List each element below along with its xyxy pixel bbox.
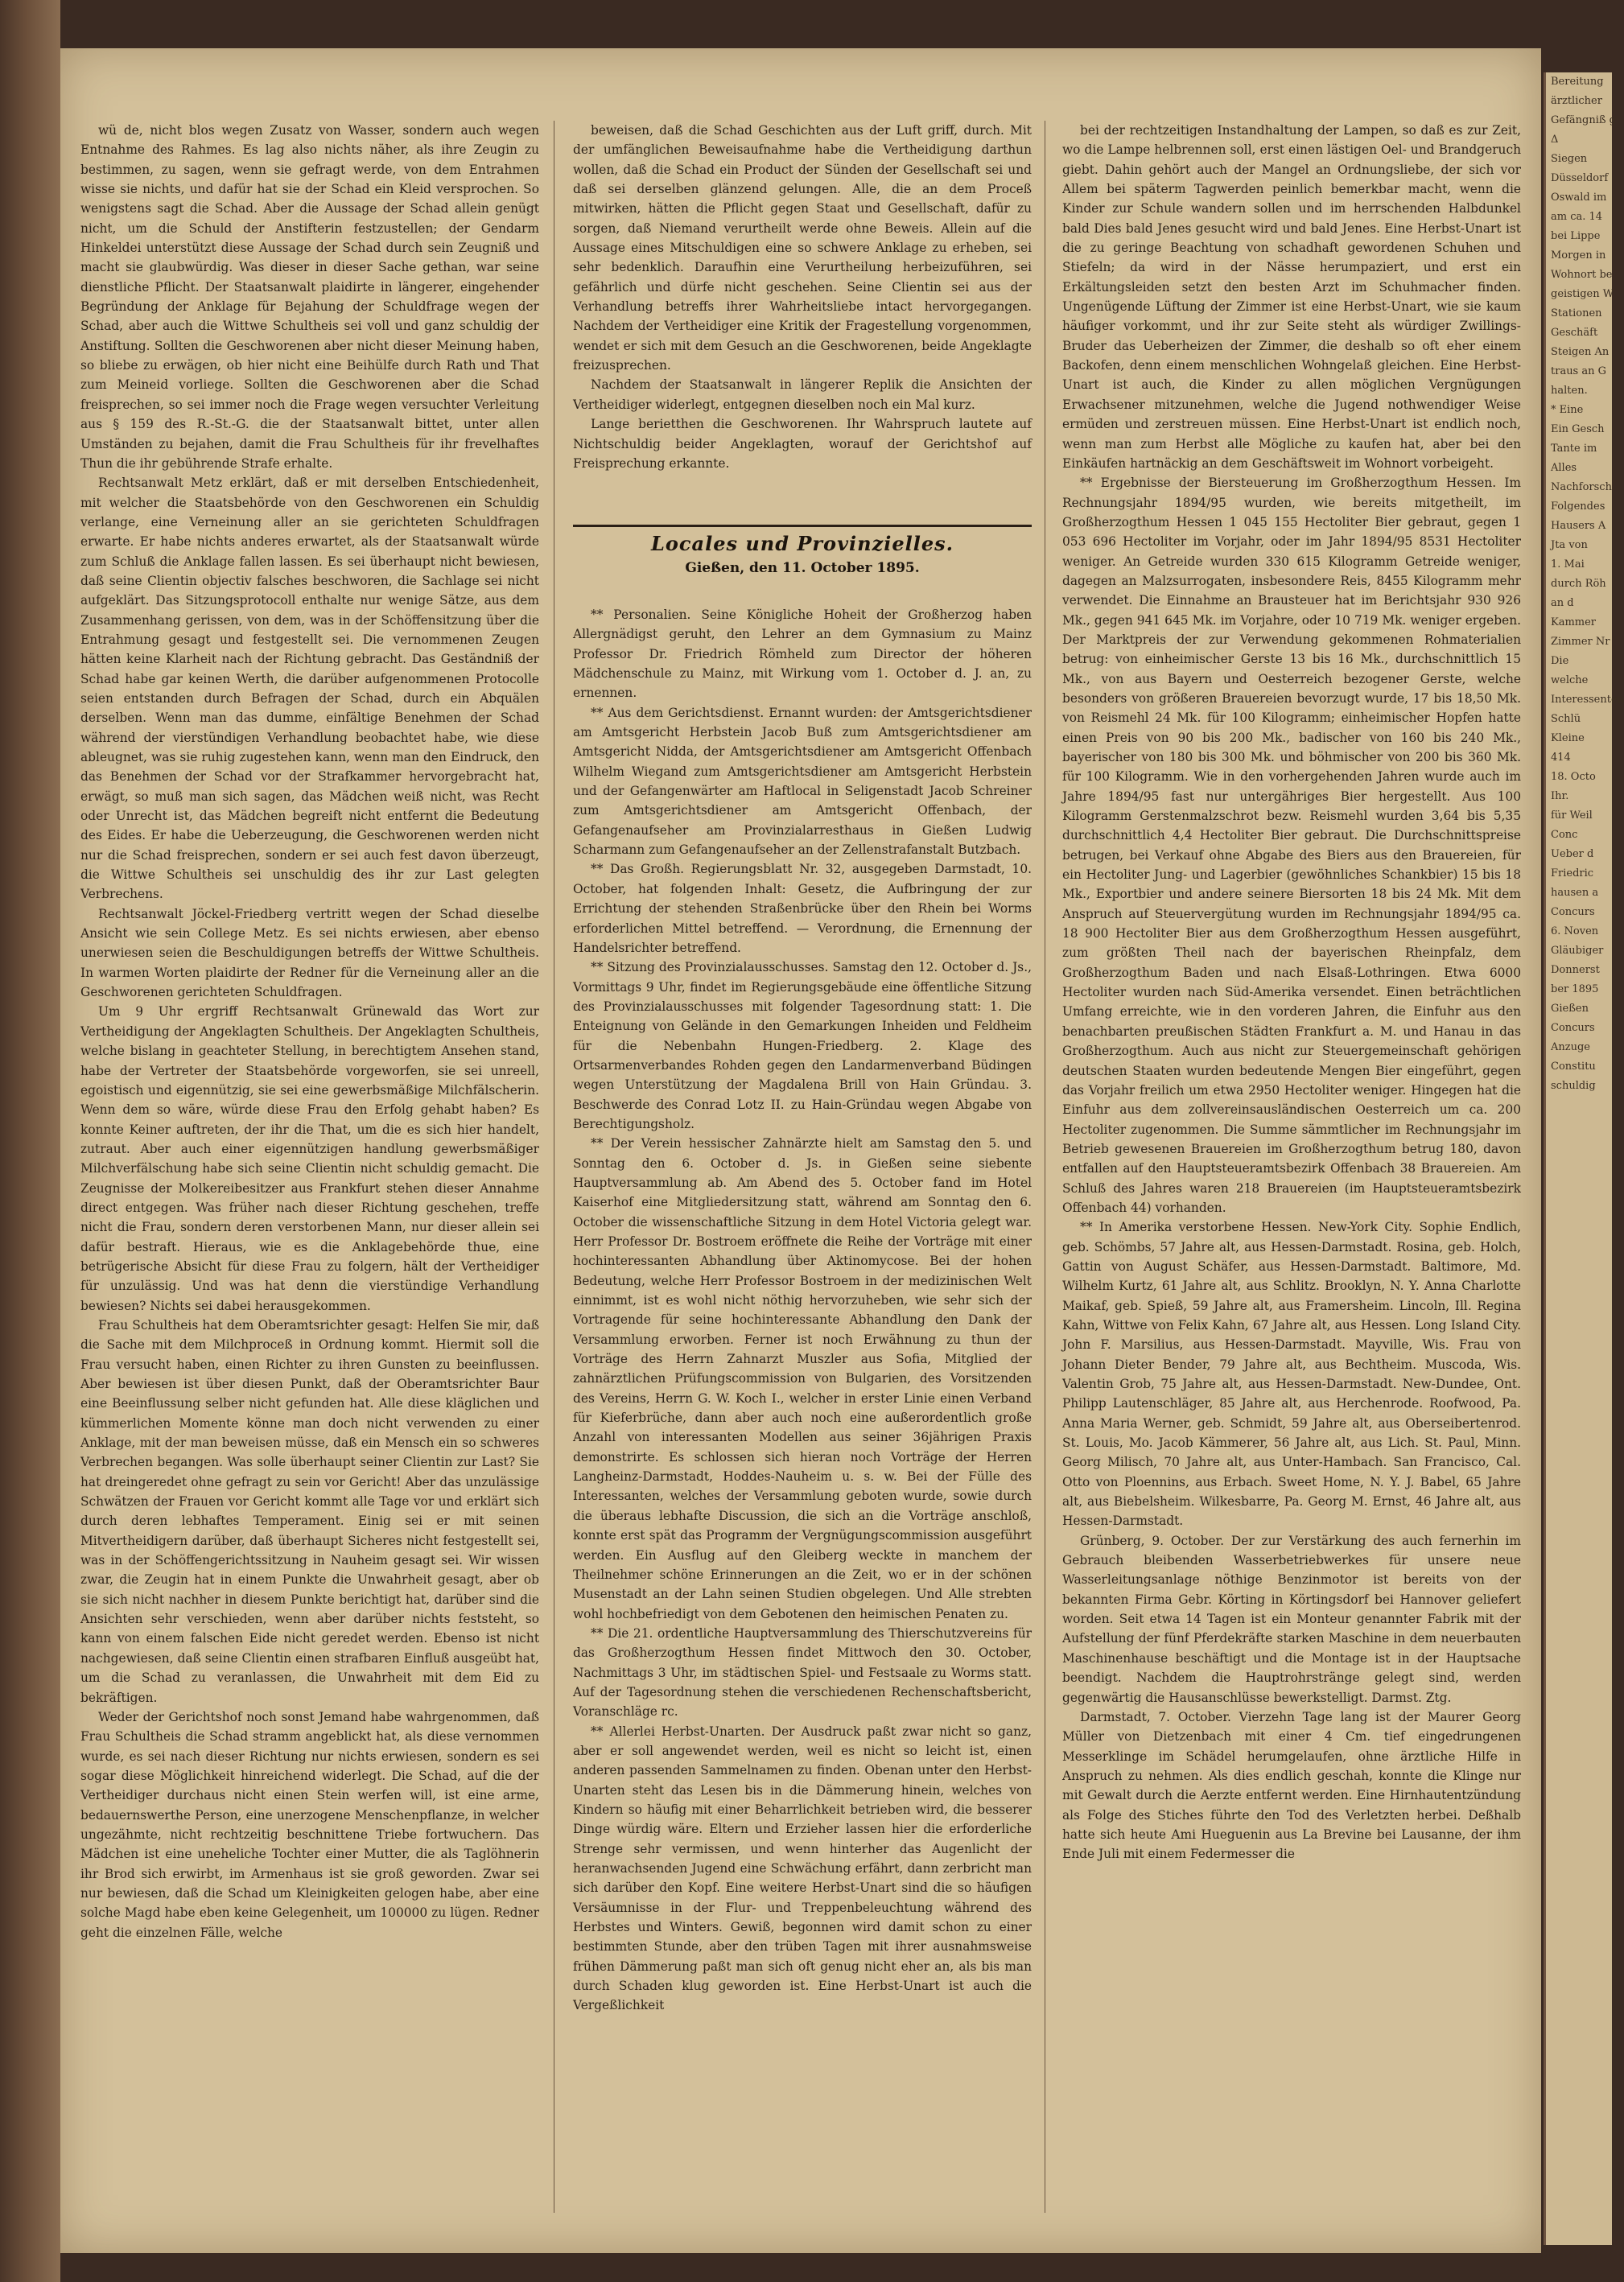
adjacent-page-fragment: Anzuge xyxy=(1551,1041,1590,1053)
adjacent-page-fragment: Wohnort be xyxy=(1551,269,1613,281)
book-binding xyxy=(0,0,60,2282)
paragraph: ** Personalien. Seine Königliche Hoheit der Großherzog haben Allergnädigst geruht, den Lehrer an dem Gymnasium zu Mainz Professor Dr. Friedrich Römheld zum Director der höheren Mädchenschule zu Mainz, mit Wirkung vom 1. October d. J. an, zu ernennen. xyxy=(573,608,1032,701)
adjacent-page-fragment: Steigen An xyxy=(1551,346,1610,358)
adjacent-page-fragment: an d xyxy=(1551,597,1574,609)
paragraph: Weder der Gerichtshof noch sonst Jemand habe wahrgenommen, daß Frau Schultheis die Schad stramm angeblickt hat, als diese vernommen wurde, es sei nach dieser Richtung nur nichts erwiesen, sondern es sei sogar diese Möglichkeit hinreichend widerlegt. Die Schad, auf die der Vertheidiger durchaus nicht einen Stein werfen will, ist eine arme, bedauernswerthe Person, eine unerzogene Menschenpflanze, in welcher ungezähmte, nicht rechtzeitig beschnittene Triebe fortwuchern. Das Mädchen ist eine uneheliche Tochter einer Mutter, die als Taglöhnerin ihr Brod sich erwirbt, im Armenhaus ist sie groß geworden. Zwar sei nur bewiesen, daß die Schad um Kleinigkeiten gelogen habe, aber eine solche Magd habe eben keine Gelegenheit, um 100000 zu lügen. Redner geht die einzelnen Fälle, welche xyxy=(80,1709,539,1940)
section-dateline: Gießen, den 11. October 1895. xyxy=(685,560,920,576)
adjacent-page-fragment: 414 xyxy=(1551,752,1571,764)
adjacent-page-edge xyxy=(1544,72,1624,2245)
adjacent-page-fragment: Morgen in xyxy=(1551,249,1606,262)
paragraph: ** Der Verein hessischer Zahnärzte hielt am Samstag den 5. und Sonntag den 6. October d. Js. in Gießen seine siebente Hauptversammlung ab. Am Abend des 5. October fand im Hotel Kaiserhof eine Mitgliedersitzung statt, während am Sonntag den 6. October die wissenschaftliche Sitzung in dem Hotel Victoria gelegt war. Herr Professor Dr. Bostroem eröffnete die Reihe der Vorträge mit einer hochinteressanten Abhandlung über Aktinomycose. Bei der hohen Bedeutung, welche Herr Professor Bostroem in der medizinischen Welt einnimmt, ist es wohl nicht nöthig hervorzuheben, wie sehr sich der Vortragende für seine hochinteressante Abhandlung den Dank der Versammlung erworben. Ferner ist noch Erwähnung zu thun der Vorträge des Herrn Zahnarzt Muszler aus Sofia, Mitglied der zahnärztlichen Prüfungscommission von Bulgarien, des Vorsitzenden des Vereins, Herrn G. W. Koch I., welcher in erster Linie einen Verband für Kieferbrüche, dann aber auch noch eine außerordentlich große Anzahl von interessanten Modellen aus seiner 36jährigen Praxis demonstrirte. Es schlossen sich hieran noch Vorträge der Herren Langheinz-Darmstadt, Hoddes-Nauheim u. s. w. Bei der Fülle des Interessanten, welches der Versammlung geboten wurde, sowie durch die überaus lebhafte Discussion, die sich an die Vorträge anschloß, konnte erst spät das Programm der Vergnügungscommission ausgeführt werden. Ein Ausflug auf den Gleiberg weckte in manchem der Theilnehmer schöne Erinnerungen an die Zeit, wo er in der schönen Musenstadt an der Lahn seinen Studien obgelegen. Und Alle strebten wohl hochbefriedigt von dem Gebotenen den heimischen Penaten zu. xyxy=(573,1136,1032,1621)
adjacent-page-fragment: Conc xyxy=(1551,829,1578,841)
adjacent-page-fragment: welche xyxy=(1551,674,1589,686)
adjacent-page-fragment: Ein Gesch xyxy=(1551,423,1605,435)
adjacent-page-fragment: Stationen xyxy=(1551,307,1602,319)
adjacent-page-fragment: 1. Mai xyxy=(1551,558,1585,570)
adjacent-page-fragment: hausen a xyxy=(1551,887,1599,899)
paragraph: Lange berietthen die Geschworenen. Ihr Wahrspruch lautete auf Nichtschuldig beider Angeklagten, worauf der Gerichtshof auf Freisprechung erkannte. xyxy=(573,417,1032,471)
adjacent-page-fragment: Gläubiger xyxy=(1551,945,1604,957)
section-rule-top xyxy=(573,525,1032,527)
adjacent-page-fragment: Friedric xyxy=(1551,867,1594,879)
adjacent-page-fragment: Siegen xyxy=(1551,153,1588,165)
article-column-2-top xyxy=(573,121,1032,515)
adjacent-page-fragment: Oswald im xyxy=(1551,192,1607,204)
adjacent-page-fragment: Tante im xyxy=(1551,443,1597,455)
adjacent-page-fragment: Folgendes xyxy=(1551,500,1605,513)
paragraph: Frau Schultheis hat dem Oberamtsrichter gesagt: Helfen Sie mir, daß die Sache mit dem Milchproceß in Ordnung kommt. Hiermit soll die Frau versucht haben, einen Richter zu ihren Gunsten zu beeinflussen. Aber bewiesen ist über diesen Punkt, daß der Oberamtsrichter Baur eine Beeinflussung selber nicht gefunden hat. Alle diese kläglichen und kümmerlichen Momente könne man doch nicht verwenden zu einer Anklage, mit der man beweisen müsse, daß ein Mensch ein so schweres Verbrechen begangen. Was solle überhaupt seiner Clientin zur Last? Sie hat dreingeredet ohne gefragt zu sein vor Gericht! Aber das unzulässige Schwätzen der Frauen vor Gericht kommt alle Tage vor und erklärt sich durch deren lebhaftes Temperament. Einig sei er mit seinen Mitvertheidigern darüber, daß überhaupt Sicheres nicht festgestellt sei, was in der Schöffengerichtssitzung in Nauheim gesagt sei. Wir wissen zwar, die Zeugin hat in einem Punkte die Unwahrheit gesagt, aber ob sie sich nicht nachher in diesem Punkte berichtigt hat, darüber sind die Ansichten sehr verschieden, wenn aber darüber nichts feststeht, so kann von einem falschen Eide nicht geredet werden. Ebenso ist nicht nachgewiesen, daß seine Clientin einen strafbaren Einfluß ausgeübt hat, um die Schad zu veranlassen, die Unwahrheit mit dem Eid zu bekräftigen. xyxy=(80,1317,539,1705)
section-title: Locales und Provinzielles. xyxy=(651,532,954,555)
adjacent-page-fragment: ärztlicher xyxy=(1551,95,1602,107)
paragraph: ** Ergebnisse der Biersteuerung im Großherzogthum Hessen. Im Rechnungsjahr 1894/95 wurden, wie bereits mitgetheilt, im Großherzogthum Hessen 1 045 155 Hectoliter Bier gebraut, gegen 1 053 696 Hectoliter im Vorjahr, oder im Jahr 1894/95 8531 Hectoliter weniger. An Getreide wurden 330 615 Kilogramm Getreide weniger, dagegen an Malzsurrogaten, insbesondere Reis, 8455 Kilogramm mehr verwendet. Die Einnahme an Brausteuer hat im Berichtsjahr 930 926 Mk., gegen 941 645 Mk. im Vorjahre, oder 10 719 Mk. weniger ergeben. Der Marktpreis der zur Verwendung gekommenen Rohmaterialien betrug: von einheimischer Gerste 13 bis 16 Mk., durchschnittlich 15 Mk., von aus Bayern und Oesterreich bezogener Gerste, welche besonders von größeren Brauereien bevorzugt wurde, 17 bis 18,50 Mk. von Reismehl 24 Mk. für 100 Kilogramm; einheimischer Hopfen hatte einen Preis von 90 bis 200 Mk., badischer von 160 bis 240 Mk., bayerischer von 180 bis 300 Mk. und böhmischer von 200 bis 360 Mk. für 100 Kilogramm. Wie in den vorhergehenden Jahren wurde auch im Jahre 1894/95 fast nur untergähriges Bier hergestellt. Aus 100 Kilogramm Gerstenmalzschrot bezw. Reismehl wurden 3,64 bis 5,35 durchschnittlich 4,4 Hectoliter Bier gebraut. Die Durchschnittspreise betrugen, bei Verkauf ohne Abgabe des Biers aus den Brauereien, für ein Hectoliter Jung- und Lagerbier (gewöhnliches Schankbier) 15 bis 18 Mk., Exportbier und andere seinere Biersorten 18 bis 24 Mk. Mit dem Anspruch auf Steuervergütung wurden im Rechnungsjahr 1894/95 ca. 18 900 Hectoliter Bier aus dem Großherzogthum Hessen ausgeführt, zum größten Theil nach der bayerischen Rheinpfalz, dem Großherzogthum Baden und nach Elsaß-Lothringen. Etwa 6000 Hectoliter wurden nach Süd-Amerika versendet. Einen beträchtlichen Umfang erreichte, wie in den vorderen Jahren, die Einfuhr aus den benachbarten preußischen Städten Frankfurt a. M. und Hanau in das Großherzogthum. Auch aus nicht zur Steuergemeinschaft gehörigen deutschen Staaten wurden bedeutende Mengen Bier eingeführt, gegen das Vorjahr freilich um etwa 2950 Hectoliter weniger. Hingegen hat die Einfuhr aus dem zollvereinsausländischen Oesterreich um ca. 200 Hectoliter zugenommen. Die Summe sämmtlicher im Rechnungsjahr im Betrieb gewesenen Brauereien im Großherzogthum betrug 180, davon entfallen auf den Hauptsteueramtsbezirk Offenbach 38 Brauereien. Am Schluß des Jahres waren 218 Brauereien (im Hauptsteueramtsbezirk Offenbach 44) vorhanden. xyxy=(1062,476,1521,1215)
adjacent-page-fragment: halten. xyxy=(1551,385,1588,397)
adjacent-page-fragment: Zimmer Nr xyxy=(1551,636,1610,648)
adjacent-page-fragment: traus an G xyxy=(1551,365,1607,377)
adjacent-page-fragment: * Eine xyxy=(1551,404,1584,416)
paragraph: Grünberg, 9. October. Der zur Verstärkung des auch fernerhin im Gebrauch bleibenden Wasserbetriebwerkes für unsere neue Wasserleitungsanlage nöthige Benzinmotor ist bereits von der bekannten Firma Gebr. Körting in Körtingsdorf bei Hannover geliefert worden. Seit etwa 14 Tagen ist ein Monteur genannter Fabrik mit der Aufstellung der fünf Pferdekräfte starken Maschine in dem neuerbauten Maschinenhause beschäftigt und die Montage ist in der Hauptsache beendigt. Nachdem die Hauptrohrstränge gelegt sind, werden gegenwärtig die Hausanschlüsse bewerkstelligt. Darmst. Ztg. xyxy=(1062,1533,1521,1705)
adjacent-page-fragment: Interessenten xyxy=(1551,694,1624,706)
adjacent-page-fragment: Kammer xyxy=(1551,616,1597,628)
paragraph: ** Die 21. ordentliche Hauptversammlung des Thierschutzvereins für das Großherzogthum Hessen findet Mittwoch den 30. October, Nachmittags 3 Uhr, im städtischen Spiel- und Festsaale zu Worms statt. Auf der Tagesordnung stehen die verschiedenen Rechenschaftsbericht, Voranschläge rc. xyxy=(573,1625,1032,1720)
adjacent-page-fragment: Ueber d xyxy=(1551,848,1594,860)
paragraph: Rechtsanwalt Metz erklärt, daß er mit derselben Entschiedenheit, mit welcher die Staatsbehörde von den Geschworenen ein Schuldig verlange, eine Verneinung aller an sie gerichteten Schuldfragen erwarte. Er habe nichts anderes erwartet, als der Staatsanwalt würde zum Schluß die Anklage fallen lassen. Es sei überhaupt nicht bewiesen, daß seine Clientin objectiv falsches beschworen, die Sachlage sei nicht aufgeklärt. Das Sitzungsprotocoll enthalte nur wenige Sätze, aus dem Zusammenhang gerissen, von dem, was in der Schöffensitzung über die Entrahmung gesagt und festgestellt sei. Die vernommenen Zeugen hätten keine Klarheit nach der Richtung gebracht. Das Geständniß der Schad habe gar keinen Werth, die darüber aufgenommenen Protocolle seien entstanden durch Befragen der Schad, durch ein Abquälen derselben. Wenn man das dumme, einfältige Benehmen der Schad während der vierstündigen Verhandlung beobachtet habe, wie diese ableugnet, was sie ruhig zugestehen kann, wenn man den Eindruck, den das Benehmen der Schad vor der Strafkammer hervorgebracht hat, erwägt, so muß man sich sagen, das Mädchen weiß nicht, was Recht oder Unrecht ist, das Mädchen begreift nicht entfernt die Bedeutung des Eides. Er habe die Ueberzeugung, die Geschworenen werden nicht nur die Schad freisprechen, sondern er sei auch fest davon überzeugt, die Wittwe Schultheis sei unschuldig des ihr zur Last gelegten Verbrechens. xyxy=(80,476,539,902)
paragraph: ** Sitzung des Provinzialausschusses. Samstag den 12. October d. Js., Vormittags 9 Uhr, findet im Regierungsgebäude eine öffentliche Sitzung des Provinzialausschusses mit folgender Tagesordnung statt: 1. Die Enteignung von Gelände in den Gemarkungen Inheiden und Feldheim für die Nebenbahn Hungen-Friedberg. 2. Klage des Ortsarmenverbandes Rohden gegen den Landarmenverband Büdingen wegen Unterstützung der Magdalena Brill von Hain Gründau. 3. Beschwerde des Conrad Lotz II. zu Hain-Gründau wegen Abgabe von Berechtigungsholz. xyxy=(573,960,1032,1131)
adjacent-page-fragment: Geschäft xyxy=(1551,327,1598,339)
adjacent-page-fragment: Δ xyxy=(1551,134,1559,146)
adjacent-page-fragment: 6. Noven xyxy=(1551,925,1599,937)
adjacent-page-fragment: Nachforsch xyxy=(1551,481,1612,493)
adjacent-page-fragment: Düsseldorf xyxy=(1551,172,1609,184)
adjacent-page-fragment: Hausers A xyxy=(1551,520,1606,532)
paragraph: Um 9 Uhr ergriff Rechtsanwalt Grünewald das Wort zur Vertheidigung der Angeklagten Schultheis. Der Angeklagten Schultheis, welche bislang in geachteter Stellung, in berechtigtem Ansehen stand, habe der Vertreter der Staatsbehörde vorgeworfen, sie sei unreell, egoistisch und eigennützig, sie sei eine gewerbsmäßige Milchfälscherin. Wenn dem so wäre, würde diese Frau den Erfolg gehabt haben? Es konnte Keiner auftreten, der ihr die That, um die es sich hier handelt, zutraut. Aber auch einer eigennützigen handlung gewerbsmäßiger Milchverfälschung habe sich seine Clientin nicht schuldig gemacht. Die Zeugnisse der Molkereibesitzer aus Frankfurt stehen dieser Annahme direct entgegen. Was früher nach dieser Richtung geschehen, treffe nicht die Frau, sondern deren verstorbenen Mann, nur dieser allein sei dafür bestraft. Hieraus, wie es die Anklagebehörde thue, eine betrügerische Absicht für diese Frau zu folgern, hält der Vertheidiger für unzulässig. Und was hat denn die vierstündige Verhandlung bewiesen? Nichts sei dabei herausgekommen. xyxy=(80,1004,539,1313)
section-header xyxy=(573,525,1032,576)
adjacent-page-fragment: für Weil xyxy=(1551,809,1593,822)
adjacent-page-fragment: Concurs xyxy=(1551,906,1595,918)
adjacent-page-fragment: Die xyxy=(1551,655,1569,667)
adjacent-page-fragment: schuldig xyxy=(1551,1080,1596,1092)
article-column-1 xyxy=(80,121,539,2213)
adjacent-page-fragment: Gefängniß g xyxy=(1551,114,1617,126)
paragraph: ** Aus dem Gerichtsdienst. Ernannt wurden: der Amtsgerichtsdiener am Amtsgericht Herbstein Jacob Buß zum Amtsgerichtsdiener am Amtsgericht Nidda, der Amtsgerichtsdiener am Amtsgericht Offenbach Wilhelm Wiegand zum Amtsgerichtsdiener am Amtsgericht Herbstein und der Gefangenwärter am Haftlocal in Seligenstadt Jacob Schreiner zum Amtsgerichtsdiener am Amtsgericht Offenbach, der Gefangenaufseher am Provinzialarresthaus in Gießen Ludwig Scharmann zum Gefangenaufseher an der Zellenstrafanstalt Butzbach. xyxy=(573,705,1032,858)
adjacent-page-fragment: am ca. 14 xyxy=(1551,211,1603,223)
adjacent-page-fragment: Bereitung xyxy=(1551,76,1604,88)
adjacent-page-fragment: Concurs xyxy=(1551,1022,1595,1034)
paragraph: Darmstadt, 7. October. Vierzehn Tage lang ist der Maurer Georg Müller von Dietzenbach mit einer 4 Cm. tief eingedrungenen Messerklinge im Schädel herumgelaufen, ohne ärztliche Hilfe in Anspruch zu nehmen. Als dies endlich geschah, konnte die Klinge nur mit Gewalt durch die Aerzte entfernt werden. Eine Hirnhautentzündung als Folge des Stiches führte den Tod des Verletzten herbei. Deßhalb hatte sich heute Ami Hueguenin aus La Brevine bei Lausanne, der ihm Ende Juli mit einem Federmesser die xyxy=(1062,1709,1521,1862)
adjacent-page-fragment: Alles xyxy=(1551,462,1577,474)
adjacent-page-fragment: Schlü xyxy=(1551,713,1581,725)
paragraph: Nachdem der Staatsanwalt in längerer Replik die Ansichten der Vertheidiger widerlegt, entgegnen dieselben noch ein Mal kurz. xyxy=(573,377,1032,412)
article-column-2-local-news xyxy=(573,605,1032,2213)
paragraph: ** Allerlei Herbst-Unarten. Der Ausdruck paßt zwar nicht so ganz, aber er soll angewendet werden, weil es nicht so leicht ist, einen anderen passenden Sammelnamen zu finden. Obenan unter den Herbst-Unarten steht das Lesen bis in die Dämmerung hinein, welches von Kindern so häufig mit einer Beharrlichkeit betrieben wird, die besserer Dinge würdig wäre. Eltern und Erzieher lassen hier die erforderliche Strenge sehr vermissen, und wenn hinterher das Augenlicht der heranwachsenden Jugend eine Schwächung erfährt, dann zerbricht man sich darüber den Kopf. Eine weitere Herbst-Unart sind die so häufigen Versäumnisse in der Flur- und Treppenbeleuchtung während des Herbstes und Winters. Gewiß, begonnen wird damit schon zu einer bestimmten Stunde, aber den trüben Tagen mit ihrer ausnahmsweise frühen Dämmerung paßt man sich oft genug nicht eher an, als bis man durch Schaden klug geworden ist. Eine Herbst-Unart ist auch die Vergeßlichkeit xyxy=(573,1724,1032,2013)
adjacent-page-fragment: ber 1895 xyxy=(1551,983,1599,995)
adjacent-page-fragment: geistigen W xyxy=(1551,288,1614,300)
adjacent-page-fragment: Kleine xyxy=(1551,732,1585,744)
adjacent-page-fragment: Ihr. xyxy=(1551,790,1569,802)
adjacent-page-fragment: Constitu xyxy=(1551,1061,1596,1073)
article-column-3 xyxy=(1062,121,1521,2213)
adjacent-page-fragment: Donnerst xyxy=(1551,964,1600,976)
paragraph: beweisen, daß die Schad Geschichten aus der Luft griff, durch. Mit der umfänglichen Beweisaufnahme habe die Vertheidigung darthun wollen, daß die Schad ein Product der Sünden der Gesellschaft sei und daß sei derselben glänzend gelungen. Alle, die an dem Proceß mitwirken, hätten die Pflicht gegen Staat und Gesellschaft, dafür zu sorgen, daß Niemand verurtheilt werde ohne Beweis. Allein auf die Aussage eines Mitschuldigen eine so schwere Anklage zu erheben, sei sehr bedenklich. Daraufhin eine Verurtheilung herbeizuführen, sei gefährlich und dürfe nicht geschehen. Seine Clientin sei aus der Verhandlung betreffs ihrer Wahrheitsliebe intact hervorgegangen. Nachdem der Vertheidiger eine Kritik der Fragestellung vorgenommen, wendet er sich mit dem Gesuch an die Geschworenen, beide Angeklagte freizusprechen. xyxy=(573,123,1032,373)
paragraph: wü de, nicht blos wegen Zusatz von Wasser, sondern auch wegen Entnahme des Rahmes. Es lag also nichts näher, als ihre Zeugin zu bestimmen, zu sagen, wenn sie gefragt werde, von dem Entrahmen wisse sie nichts, und dafür hat sie der Schad ein Kleid versprochen. So wenigstens sagt die Schad. Aber die Aussage der Schad allein genügt nicht, um die Schuld der Anstifterin festzustellen; der Gendarm Hinkeldei unterstützt diese Aussage der Schad durch sein Zeugniß und macht sie glaubwürdig. Was dieser in dieser Sache gethan, war seine dienstliche Pflicht. Der Staatsanwalt plaidirte in längerer, eingehender Begründung der Anklage für Bejahung der Schuldfrage wegen der Schad, aber auch die Wittwe Schultheis sei voll und ganz schuldig der Anstiftung. Sollten die Geschworenen aber nicht dieser Meinung haben, so bliebe zu erwägen, ob hier nicht eine Beihülfe durch Rath und That zum Meineid vorliege. Sollten die Geschworenen aber die Schad freisprechen, so sei immer noch die Frage wegen versuchter Verleitung aus § 159 des R.-St.-G. die der Staatsanwalt bittet, unter allen Umständen zu bejahen, damit die Frau Schultheis für ihr frevelhaftes Thun die ihr gebührende Strafe erhalte. xyxy=(80,123,539,471)
adjacent-page-fragment: Gießen xyxy=(1551,1003,1589,1015)
paragraph: bei der rechtzeitigen Instandhaltung der Lampen, so daß es zur Zeit, wo die Lampe helbrennen soll, erst einen lästigen Oel- und Brandgeruch giebt. Dahin gehört auch der Mangel an Ordnungsliebe, der sich vor Allem bei späterm Tagwerden peinlich bemerkbar macht, wenn die Kinder zur Schule wandern sollen und im herrschenden Halbdunkel bald Dies bald Jenes gesucht wird und bald Jenes. Eine Herbst-Unart ist die zu geringe Beachtung von schadhaft gewordenen Schuhen und Stiefeln; da wird in der Nässe herumpaziert, und erst ein Erkältungsleiden setzt den besten Arzt im Schuhmacher finden. Ungenügende Lüftung der Zimmer ist eine Herbst-Unart, wie sie kaum häufiger vorkommt, und ihr zur Seite steht als würdiger Zwillings-Bruder das Ueberheizen der Zimmer, die deshalb so oft eher einem Backofen, denn einem menschlichen Wohngelaß gleichen. Eine Herbst-Unart ist auch, die Kinder zu allen möglichen Vergnügungen Erwachsener mitzunehmen, welche die Jugend nothwendiger Weise ermüden und zerstreuen müssen. Eine Herbst-Unart ist endlich noch, wenn man zum Herbst alle Mögliche zu kaufen hat, aber bei den Einkäufen hartnäckig an dem Geschäftsweit im Wohnort vorbeigeht. xyxy=(1062,123,1521,471)
adjacent-page-fragment: bei Lippe xyxy=(1551,230,1601,242)
paragraph: ** In Amerika verstorbene Hessen. New-York City. Sophie Endlich, geb. Schömbs, 57 Jahre alt, aus Hessen-Darmstadt. Rosina, geb. Holch, Gattin von August Schäfer, aus Hessen-Darmstadt. Baltimore, Md. Wilhelm Kurtz, 61 Jahre alt, aus Schlitz. Brooklyn, N. Y. Anna Charlotte Maikaf, geb. Spieß, 59 Jahre alt, aus Framersheim. Lincoln, Ill. Regina Kahn, Wittwe von Felix Kahn, 67 Jahre alt, aus Hessen. Long Island City. John F. Marsilius, aus Hessen-Darmstadt. Mayville, Wis. Frau von Johann Dieter Bender, 79 Jahre alt, aus Bechtheim. Muscoda, Wis. Valentin Grob, 75 Jahre alt, aus Hessen-Darmstadt. New-Dundee, Ont. Philipp Lautenschläger, 85 Jahre alt, aus Herchenrode. Roofwood, Pa. Anna Maria Werner, geb. Schmidt, 59 Jahre alt, aus Oberseibertenrod. St. Louis, Mo. Jacob Kämmerer, 56 Jahre alt, aus Lich. St. Paul, Minn. Georg Milisch, 70 Jahre alt, aus Unter-Hambach. San Francisco, Cal. Otto von Ploennins, aus Erbach. Sweet Home, N. Y. J. Babel, 65 Jahre alt, aus Biebelsheim. Wilkesbarre, Pa. Georg M. Ernst, 46 Jahre alt, aus Hessen-Darmstadt. xyxy=(1062,1220,1521,1529)
adjacent-page-fragment: Jta von xyxy=(1551,539,1588,551)
adjacent-page-fragment: durch Röh xyxy=(1551,578,1606,590)
paragraph: ** Das Großh. Regierungsblatt Nr. 32, ausgegeben Darmstadt, 10. October, hat folgenden Inhalt: Gesetz, die Aufbringung der zur Errichtung der stehenden Straßenbrücke über den Rhein bei Worms erforderlichen Mittel betreffend. — Verordnung, die Ernennung der Handelsrichter betreffend. xyxy=(573,862,1032,955)
adjacent-page-fragment: 18. Octo xyxy=(1551,771,1596,783)
paragraph: Rechtsanwalt Jöckel-Friedberg vertritt wegen der Schad dieselbe Ansicht wie sein College Metz. Es sei nichts erwiesen, aber ebenso unerwiesen seien die Beschuldigungen betreffs der Wittwe Schultheis. In warmen Worten plaidirte der Redner für die Verneinung aller an die Geschworenen gerichteten Schuldfragen. xyxy=(80,906,539,1000)
